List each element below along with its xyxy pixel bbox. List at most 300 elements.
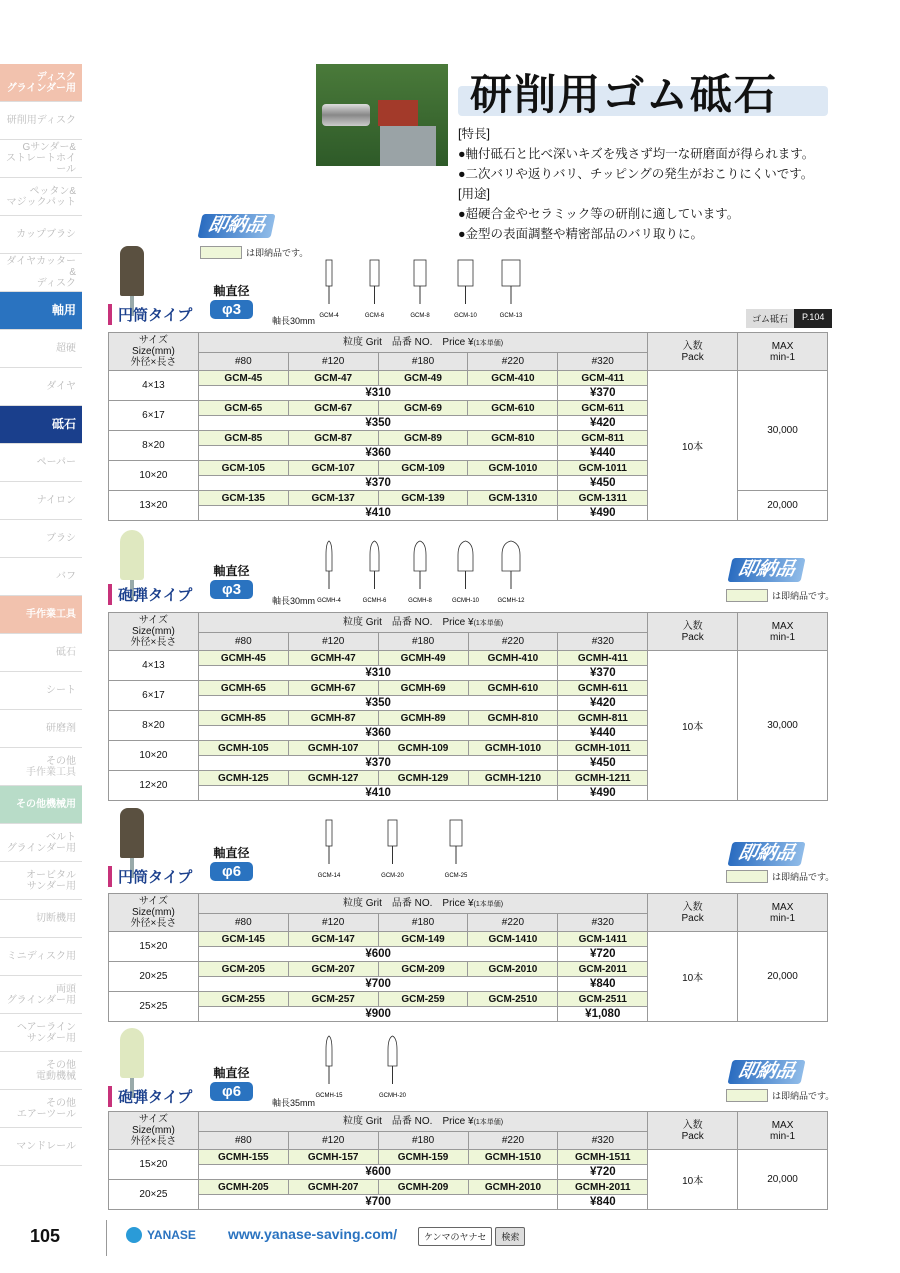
- table-row: [109, 932, 828, 947]
- sidebar-item[interactable]: 軸用: [0, 292, 82, 330]
- product-code: GCMH-205: [198, 1180, 288, 1195]
- diagram-shape: [326, 1036, 332, 1066]
- price-cell: ¥370: [198, 756, 558, 771]
- grit-column: #220: [468, 353, 558, 371]
- price-320-cell: ¥420: [558, 416, 648, 431]
- max-header: [738, 613, 828, 651]
- sokunou-badge: 即納品: [727, 842, 805, 866]
- diagram-label: GCMH-12: [497, 598, 525, 604]
- dimension-diagram: [318, 533, 538, 610]
- type-bar: [108, 584, 192, 605]
- pack-header-en: Pack: [681, 912, 704, 924]
- diagram-shape: [458, 260, 473, 286]
- legend-swatch: [726, 589, 768, 602]
- product-code: GCMH-65: [198, 681, 288, 696]
- price-320-cell: ¥450: [558, 756, 648, 771]
- product-code: GCM-87: [288, 431, 378, 446]
- sidebar: [0, 64, 82, 1166]
- diagram-shape: [388, 1036, 397, 1066]
- product-code: GCMH-109: [378, 741, 468, 756]
- product-image: [120, 246, 144, 296]
- shaft-length: 軸長30mm: [272, 316, 316, 326]
- product-code: GCMH-1011: [558, 741, 648, 756]
- search-button[interactable]: 検索: [495, 1227, 525, 1246]
- diagram-shape: [414, 541, 426, 571]
- footer-divider: [106, 1220, 107, 1256]
- size-cell: 8×20: [109, 431, 199, 461]
- sidebar-item[interactable]: 研削用ディスク: [0, 102, 82, 140]
- brand-star-icon: [126, 1227, 142, 1243]
- product-code: GCM-411: [558, 371, 648, 386]
- size-header-line: サイズ: [138, 1114, 169, 1125]
- max-header: [738, 894, 828, 932]
- pack-header-en: Pack: [681, 351, 704, 363]
- product-code: GCMH-157: [288, 1150, 378, 1165]
- dimension-diagram: [318, 248, 538, 325]
- product-image: [120, 530, 144, 580]
- diagram-label: GCM-25: [444, 873, 468, 879]
- diagram-label: GCM-14: [317, 873, 341, 879]
- sokunou-badge: 即納品: [727, 1060, 805, 1084]
- size-cell: 25×25: [109, 992, 199, 1022]
- type-label: 円筒タイプ: [108, 866, 192, 887]
- max-header: [738, 333, 828, 371]
- price-cell: ¥700: [198, 1195, 558, 1210]
- diagram-label: GCMH-4: [317, 598, 341, 604]
- grit-header-text: 粒度 Grit 品番 NO. Price ¥: [343, 1115, 474, 1127]
- grit-column: #320: [558, 1132, 648, 1150]
- search-input[interactable]: ケンマのヤナセ: [418, 1227, 492, 1246]
- sokunou-badge: 即納品: [727, 558, 805, 582]
- sidebar-item[interactable]: その他 エアーツール: [0, 1090, 82, 1128]
- sidebar-item[interactable]: シート: [0, 672, 82, 710]
- size-header-line: サイズ: [138, 615, 169, 626]
- legend-swatch: [726, 1089, 768, 1102]
- type-label: 砲弾タイプ: [108, 584, 192, 605]
- max-cell: 20,000: [738, 491, 828, 521]
- product-code: GCM-209: [378, 962, 468, 977]
- product-code: GCM-2511: [558, 992, 648, 1007]
- product-code: GCM-69: [378, 401, 468, 416]
- sidebar-item[interactable]: その他 手作業工具: [0, 748, 82, 786]
- size-cell: 20×25: [109, 1180, 199, 1210]
- product-code: GCM-611: [558, 401, 648, 416]
- price-cell: ¥360: [198, 726, 558, 741]
- product-code: GCMH-129: [378, 771, 468, 786]
- sidebar-item[interactable]: 切断機用: [0, 900, 82, 938]
- diagram-shape: [414, 260, 426, 286]
- price-cell: ¥410: [198, 506, 557, 521]
- product-code: GCMH-411: [558, 651, 648, 666]
- size-header: [109, 613, 199, 651]
- max-header: [738, 1112, 828, 1150]
- price-unit: (1本単価): [473, 339, 504, 347]
- shaft-badge: φ6: [210, 862, 253, 881]
- max-header-unit: min-1: [770, 631, 796, 643]
- grit-column: #220: [468, 633, 558, 651]
- product-code: GCMH-2011: [558, 1180, 648, 1195]
- size-header-line: Size(mm): [132, 907, 175, 918]
- sidebar-item[interactable]: 手作業工具: [0, 596, 82, 634]
- diagram-shape: [450, 820, 462, 846]
- max-cell: 20,000: [738, 932, 828, 1022]
- size-header-line: Size(mm): [132, 1125, 175, 1136]
- product-code: GCMH-410: [468, 651, 558, 666]
- grit-header-text: 粒度 Grit 品番 NO. Price ¥: [343, 616, 474, 628]
- product-code: GCM-47: [288, 371, 378, 386]
- grit-column: #80: [198, 353, 288, 371]
- price-table-4: [108, 1111, 828, 1210]
- product-code: GCM-255: [198, 992, 288, 1007]
- size-cell: 4×13: [109, 371, 199, 401]
- product-code: GCMH-1210: [468, 771, 558, 786]
- legend-text: は即納品です。: [246, 248, 309, 258]
- dimension-diagram: [318, 808, 538, 885]
- price-cell: ¥900: [198, 1007, 557, 1022]
- product-code: GCM-1311: [558, 491, 648, 506]
- pack-header-jp: 入数: [682, 620, 703, 632]
- legend-text: は即納品です。: [772, 1091, 835, 1101]
- size-header: [109, 894, 199, 932]
- shaft-diameter: [210, 1064, 253, 1101]
- sidebar-item[interactable]: Gサンダー& ストレートホイール: [0, 140, 82, 178]
- max-cell: 20,000: [738, 1150, 828, 1210]
- price-320-cell: ¥420: [558, 696, 648, 711]
- product-code: GCMH-87: [288, 711, 378, 726]
- max-cell: 30,000: [738, 651, 828, 801]
- price-cell: ¥700: [198, 977, 557, 992]
- dimension-diagram: [315, 1028, 538, 1105]
- product-code: GCMH-2010: [468, 1180, 558, 1195]
- price-table-1: [108, 332, 828, 521]
- product-code: GCMH-85: [198, 711, 288, 726]
- sidebar-item[interactable]: ダイヤ: [0, 368, 82, 406]
- product-code: GCMH-611: [558, 681, 648, 696]
- max-header-label: MAX: [771, 901, 794, 913]
- legend-text: は即納品です。: [772, 872, 835, 882]
- product-code: GCM-811: [558, 431, 648, 446]
- shaft-diameter: [210, 844, 253, 881]
- size-cell: 4×13: [109, 651, 199, 681]
- grit-column: #120: [288, 914, 378, 932]
- diagram-shape: [502, 260, 520, 286]
- product-code: GCM-145: [198, 932, 288, 947]
- product-photo: [316, 64, 448, 166]
- type-label: 砲弾タイプ: [108, 1086, 192, 1107]
- grit-column: #120: [288, 1132, 378, 1150]
- pack-header-jp: 入数: [682, 901, 703, 913]
- grit-header: [198, 894, 647, 914]
- pack-cell: 10本: [648, 932, 738, 1022]
- product-code: GCM-207: [288, 962, 378, 977]
- page-reference[interactable]: [746, 309, 832, 328]
- price-table-2: [108, 612, 828, 801]
- product-code: GCM-610: [468, 401, 558, 416]
- product-code: GCMH-69: [378, 681, 468, 696]
- product-code: GCM-810: [468, 431, 558, 446]
- max-header-label: MAX: [771, 340, 794, 352]
- sidebar-item[interactable]: オービタル サンダー用: [0, 862, 82, 900]
- max-header-label: MAX: [771, 1119, 794, 1131]
- search-box: [418, 1227, 525, 1246]
- product-code: GCMH-105: [198, 741, 288, 756]
- pack-header-en: Pack: [681, 631, 704, 643]
- feature-line: ●軸付砥石と比べ深いキズを残さず均一な研磨面が得られます。: [458, 147, 815, 161]
- type-label: 円筒タイプ: [108, 304, 192, 325]
- product-code: GCM-107: [288, 461, 378, 476]
- price-cell: ¥310: [198, 386, 557, 401]
- sidebar-item[interactable]: その他機械用: [0, 786, 82, 824]
- brand-logo: [126, 1227, 196, 1243]
- sokunou-legend: [200, 246, 308, 259]
- size-header: [109, 333, 199, 371]
- size-cell: 15×20: [109, 932, 199, 962]
- product-code: GCM-65: [198, 401, 288, 416]
- price-cell: ¥310: [198, 666, 558, 681]
- website-link[interactable]: www.yanase-saving.com/: [228, 1226, 398, 1242]
- price-320-cell: ¥490: [558, 786, 648, 801]
- price-table-3: [108, 893, 828, 1022]
- sidebar-item[interactable]: ミニディスク用: [0, 938, 82, 976]
- grit-column: #80: [198, 914, 288, 932]
- grit-column: #120: [288, 353, 378, 371]
- size-cell: 13×20: [109, 491, 199, 521]
- diagram-label: GCMH-15: [315, 1093, 343, 1099]
- max-cell: 30,000: [738, 371, 828, 491]
- pack-header-jp: 入数: [682, 340, 703, 352]
- price-cell: ¥350: [198, 416, 557, 431]
- product-code: GCMH-107: [288, 741, 378, 756]
- product-code: GCMH-207: [288, 1180, 378, 1195]
- price-320-cell: ¥720: [558, 1165, 648, 1180]
- brand-name: YANASE: [147, 1228, 196, 1242]
- product-code: GCMH-1511: [558, 1150, 648, 1165]
- product-code: GCM-1011: [558, 461, 648, 476]
- pack-cell: 10本: [648, 371, 738, 521]
- pack-cell: 10本: [648, 1150, 738, 1210]
- diagram-label: GCM-6: [364, 313, 385, 319]
- max-header-unit: min-1: [770, 351, 796, 363]
- price-320-cell: ¥490: [558, 506, 648, 521]
- sidebar-item[interactable]: 超硬: [0, 330, 82, 368]
- shaft-badge: φ3: [210, 580, 253, 599]
- price-unit: (1本単価): [473, 619, 504, 627]
- product-code: GCM-149: [378, 932, 468, 947]
- product-code: GCM-2510: [468, 992, 558, 1007]
- price-cell: ¥370: [198, 476, 557, 491]
- product-code: GCMH-209: [378, 1180, 468, 1195]
- sidebar-item[interactable]: ヘアーライン サンダー用: [0, 1014, 82, 1052]
- size-header-line: サイズ: [138, 335, 169, 346]
- grit-column: #220: [468, 1132, 558, 1150]
- pack-header-jp: 入数: [682, 1119, 703, 1131]
- sidebar-item[interactable]: マンドレール: [0, 1128, 82, 1166]
- shaft-badge: φ6: [210, 1082, 253, 1101]
- price-320-cell: ¥720: [558, 947, 648, 962]
- product-code: GCM-257: [288, 992, 378, 1007]
- diagram-label: GCM-10: [454, 313, 477, 319]
- product-code: GCMH-1510: [468, 1150, 558, 1165]
- sidebar-item[interactable]: ブラシ: [0, 520, 82, 558]
- product-code: GCM-1310: [468, 491, 558, 506]
- grit-column: #320: [558, 353, 648, 371]
- product-code: GCMH-45: [198, 651, 288, 666]
- price-320-cell: ¥840: [558, 977, 648, 992]
- price-cell: ¥600: [198, 947, 557, 962]
- feature-line: [特長]: [458, 127, 490, 141]
- pack-header-en: Pack: [681, 1130, 704, 1142]
- product-code: GCM-2011: [558, 962, 648, 977]
- grit-header-text: 粒度 Grit 品番 NO. Price ¥: [342, 336, 474, 348]
- pack-header: [648, 613, 738, 651]
- size-cell: 10×20: [109, 741, 199, 771]
- page-title: 研削用ゴム砥石: [470, 70, 779, 119]
- product-code: GCMH-47: [288, 651, 378, 666]
- price-320-cell: ¥370: [558, 386, 648, 401]
- product-code: GCM-85: [198, 431, 288, 446]
- feature-line: ●金型の表面調整や精密部品のバリ取りに。: [458, 227, 704, 241]
- shaft-badge: φ3: [210, 300, 253, 319]
- sidebar-item[interactable]: 研磨剤: [0, 710, 82, 748]
- product-image: [120, 808, 144, 858]
- size-cell: 6×17: [109, 401, 199, 431]
- legend-swatch: [200, 246, 242, 259]
- price-cell: ¥600: [198, 1165, 558, 1180]
- table-row: [109, 371, 828, 386]
- sidebar-item[interactable]: カップブラシ: [0, 216, 82, 254]
- price-320-cell: ¥1,080: [558, 1007, 648, 1022]
- pack-header: [648, 894, 738, 932]
- price-320-cell: ¥840: [558, 1195, 648, 1210]
- type-bar: [108, 304, 192, 325]
- product-code: GCMH-127: [288, 771, 378, 786]
- product-code: GCM-105: [198, 461, 288, 476]
- product-code: GCM-1010: [468, 461, 558, 476]
- size-header-line: 外径×長さ: [130, 637, 177, 648]
- pack-cell: 10本: [648, 651, 738, 801]
- price-unit: (1本単価): [473, 1118, 504, 1126]
- product-code: GCM-49: [378, 371, 468, 386]
- grit-header: [198, 613, 647, 633]
- diagram-shape: [326, 260, 332, 286]
- sidebar-item[interactable]: その他 電動機械: [0, 1052, 82, 1090]
- product-code: GCMH-811: [558, 711, 648, 726]
- grit-column: #120: [288, 633, 378, 651]
- sidebar-item[interactable]: ペッタン& マジックパット: [0, 178, 82, 216]
- diagram-shape: [326, 820, 332, 846]
- product-code: GCM-410: [468, 371, 558, 386]
- sidebar-item[interactable]: 両頭 グラインダー用: [0, 976, 82, 1014]
- product-code: GCM-205: [198, 962, 288, 977]
- shaft-label: 軸直径: [213, 564, 250, 578]
- price-320-cell: ¥450: [558, 476, 648, 491]
- max-header-unit: min-1: [770, 1130, 796, 1142]
- diagram-label: GCM-20: [381, 873, 404, 879]
- page-number: 105: [30, 1226, 61, 1246]
- product-code: GCM-1410: [468, 932, 558, 947]
- sidebar-item[interactable]: 砥石: [0, 634, 82, 672]
- product-code: GCM-45: [198, 371, 288, 386]
- pack-header: [648, 333, 738, 371]
- product-code: GCM-109: [378, 461, 468, 476]
- product-code: GCMH-1010: [468, 741, 558, 756]
- size-header-line: 外径×長さ: [130, 918, 177, 929]
- product-code: GCM-259: [378, 992, 468, 1007]
- product-image: [120, 1028, 144, 1078]
- diagram-shape: [370, 541, 379, 571]
- sokunou-badge: 即納品: [197, 214, 275, 238]
- legend-swatch: [726, 870, 768, 883]
- sidebar-item[interactable]: ナイロン: [0, 482, 82, 520]
- diagram-label: GCMH-10: [451, 598, 480, 604]
- shaft-label: 軸直径: [213, 1066, 250, 1080]
- diagram-shape: [326, 541, 332, 571]
- feature-line: ●超硬合金やセラミック等の研削に適しています。: [458, 207, 740, 221]
- grit-header: [198, 333, 647, 353]
- grit-column: #320: [558, 914, 648, 932]
- sidebar-item[interactable]: ペーパー: [0, 444, 82, 482]
- shaft-label: 軸直径: [213, 846, 250, 860]
- grit-column: #80: [198, 1132, 288, 1150]
- size-cell: 6×17: [109, 681, 199, 711]
- sidebar-item[interactable]: ベルト グラインダー用: [0, 824, 82, 862]
- diagram-label: GCMH-8: [408, 598, 432, 604]
- grit-column: #180: [378, 353, 468, 371]
- page-ref-number: P.104: [794, 309, 832, 328]
- max-header-unit: min-1: [770, 912, 796, 924]
- price-320-cell: ¥440: [558, 446, 648, 461]
- product-code: GCMH-89: [378, 711, 468, 726]
- diagram-shape: [370, 260, 379, 286]
- product-code: GCMH-1211: [558, 771, 648, 786]
- product-code: GCMH-125: [198, 771, 288, 786]
- grit-header: [198, 1112, 647, 1132]
- diagram-label: GCMH-20: [378, 1093, 407, 1099]
- size-cell: 20×25: [109, 962, 199, 992]
- size-header-line: Size(mm): [132, 346, 175, 357]
- diagram-label: GCM-4: [319, 313, 339, 319]
- table-row: [109, 1150, 828, 1165]
- sidebar-item[interactable]: 砥石: [0, 406, 82, 444]
- shaft-diameter: [210, 282, 253, 319]
- size-cell: 10×20: [109, 461, 199, 491]
- diagram-label: GCMH-6: [362, 598, 387, 604]
- size-header-line: Size(mm): [132, 626, 175, 637]
- max-header-label: MAX: [771, 620, 794, 632]
- grit-column: #220: [468, 914, 558, 932]
- product-code: GCMH-159: [378, 1150, 468, 1165]
- pack-header: [648, 1112, 738, 1150]
- sidebar-item[interactable]: バフ: [0, 558, 82, 596]
- price-unit: (1本単価): [473, 900, 504, 908]
- shaft-length: 軸長35mm: [272, 1098, 316, 1108]
- product-code: GCM-2010: [468, 962, 558, 977]
- sidebar-item[interactable]: ディスク グラインダー用: [0, 64, 82, 102]
- grit-column: #320: [558, 633, 648, 651]
- feature-line: [用途]: [458, 187, 490, 201]
- size-cell: 12×20: [109, 771, 199, 801]
- legend-text: は即納品です。: [772, 591, 835, 601]
- page-ref-label: ゴム砥石: [746, 309, 794, 328]
- product-code: GCMH-610: [468, 681, 558, 696]
- table-row: [109, 651, 828, 666]
- sokunou-legend: [726, 870, 834, 883]
- grit-column: #180: [378, 633, 468, 651]
- product-code: GCM-89: [378, 431, 468, 446]
- product-code: GCMH-67: [288, 681, 378, 696]
- sidebar-item[interactable]: ダイヤカッター& ディスク: [0, 254, 82, 292]
- diagram-label: GCM-8: [410, 313, 430, 319]
